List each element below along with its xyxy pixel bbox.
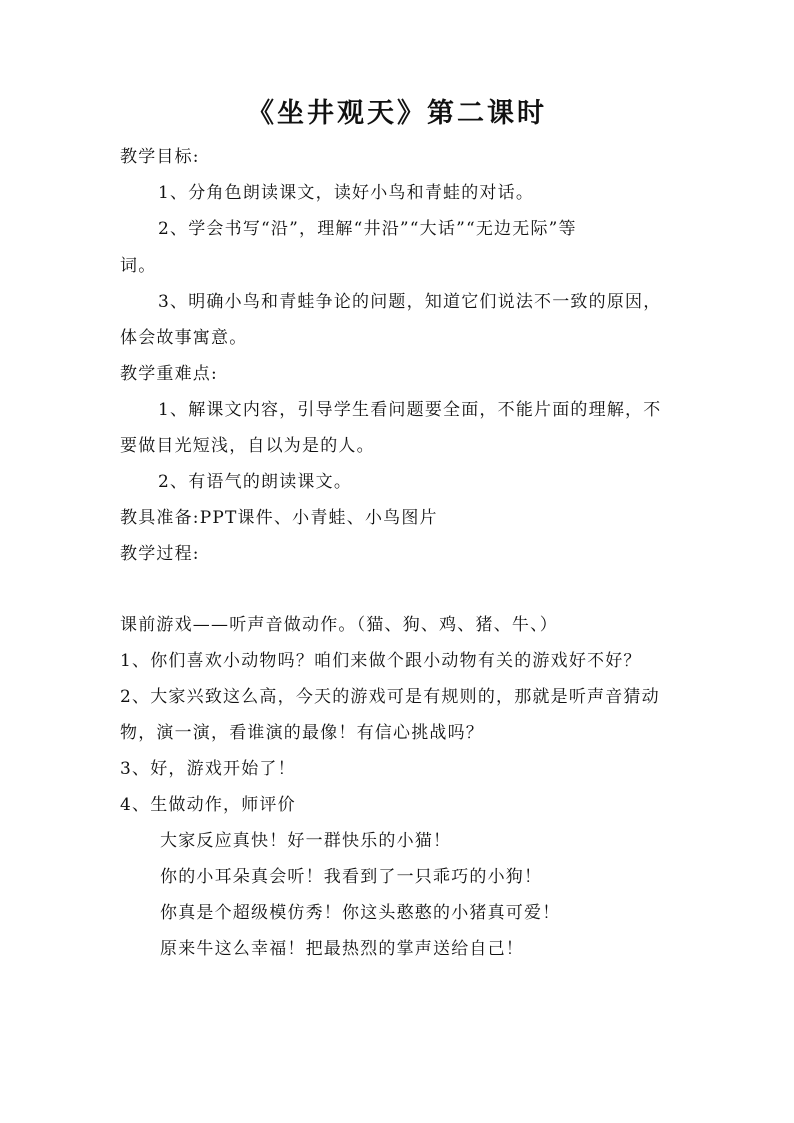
praise-line-2: 你的小耳朵真会听！我看到了一只乖巧的小狗！: [160, 867, 543, 887]
praise-line-1: 大家反应真快！好一群快乐的小猫！: [160, 831, 452, 851]
key-point-item-1-line-2: 要做目光短浅，自以为是的人。: [120, 436, 375, 456]
process-heading: 教学过程:: [120, 544, 200, 564]
praise-line-4: 原来牛这么幸福！把最热烈的掌声送给自己！: [160, 939, 524, 959]
warmup-game-line: 课前游戏——听声音做动作。（猫、狗、鸡、猪、牛、）: [120, 615, 558, 635]
objective-item-2-line-2: 词。: [120, 256, 157, 276]
key-point-item-1-line-1: 1、解课文内容，引导学生看问题要全面，不能片面的理解，不: [158, 400, 662, 420]
objectives-heading: 教学目标:: [120, 147, 200, 167]
process-step-2-line-2: 物，演一演，看谁演的最像！有信心挑战吗？: [120, 723, 484, 743]
process-step-2-line-1: 2、大家兴致这么高，今天的游戏可是有规则的，那就是听声音猜动: [120, 687, 660, 707]
praise-line-3: 你真是个超级模仿秀！你这头憨憨的小猪真可爱！: [160, 903, 561, 923]
materials-line: 教具准备:PPT课件、小青蛙、小鸟图片: [120, 508, 438, 528]
process-step-3: 3、好，游戏开始了！: [120, 759, 296, 779]
key-point-item-2: 2、有语气的朗读课文。: [158, 472, 353, 492]
objective-item-1: 1、分角色朗读课文，读好小鸟和青蛙的对话。: [158, 183, 535, 203]
key-points-heading: 教学重难点:: [120, 364, 218, 384]
process-step-4: 4、生做动作，师评价: [120, 795, 296, 815]
objective-item-2-line-1: 2、学会书写“沿”，理解“井沿”“大话”“无边无际”等: [158, 219, 577, 239]
objective-item-3-line-2: 体会故事寓意。: [120, 328, 248, 348]
document-title: 《坐井观天》第二课时: [247, 98, 547, 129]
process-step-1: 1、你们喜欢小动物吗？咱们来做个跟小动物有关的游戏好不好？: [120, 651, 642, 671]
objective-item-3-line-1: 3、明确小鸟和青蛙争论的问题，知道它们说法不一致的原因，: [158, 292, 662, 312]
